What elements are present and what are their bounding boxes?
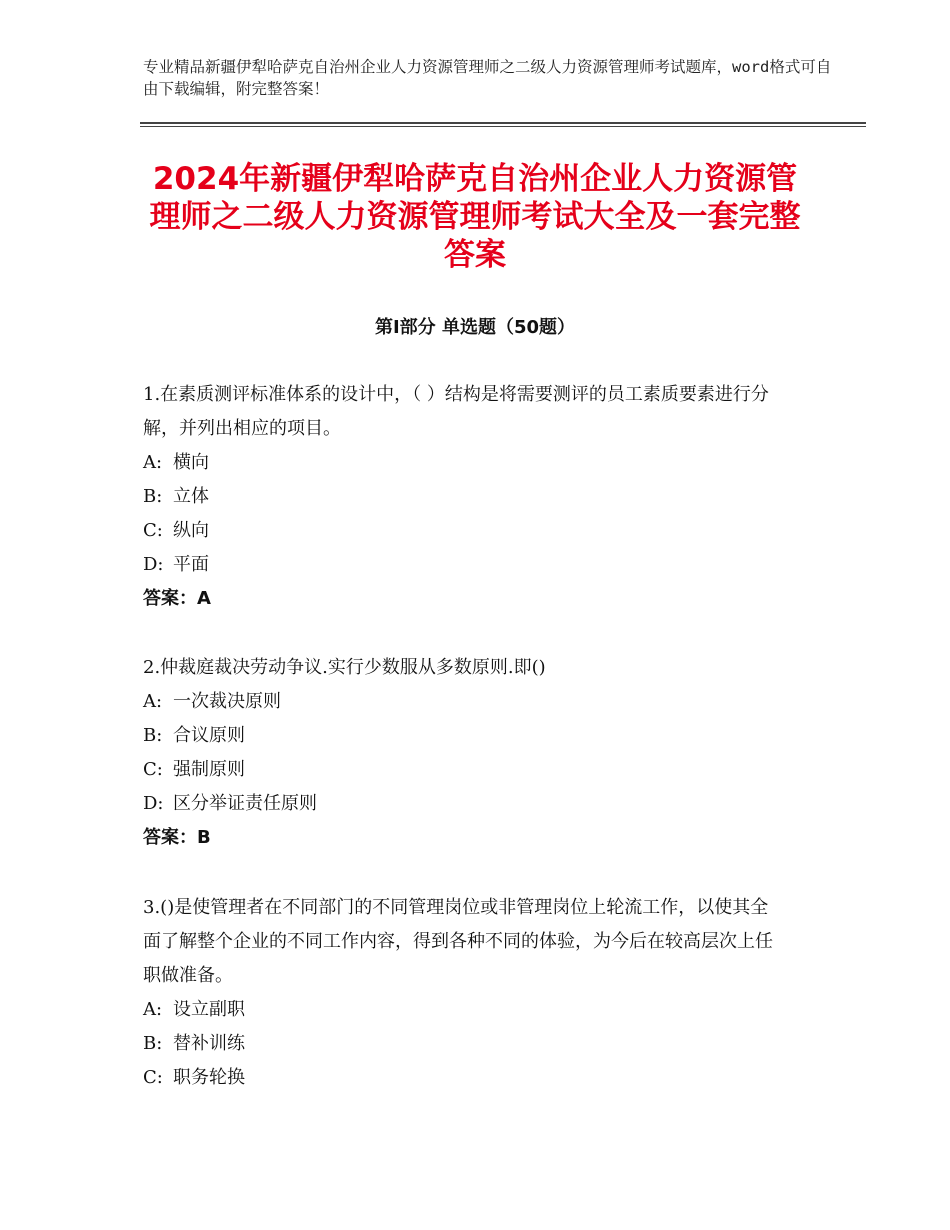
option-text: 纵向: [173, 520, 209, 541]
option-text: 职务轮换: [173, 1067, 245, 1088]
option-text: 一次裁决原则: [173, 691, 281, 712]
option-key: C:: [143, 759, 163, 780]
option-d: [143, 548, 803, 582]
option-key: B:: [143, 486, 163, 507]
option-text: 平面: [173, 554, 209, 575]
question-text: 1.在素质测评标准体系的设计中，（ ）结构是将需要测评的员工素质要素进行分解，并列出相应的项目。: [143, 384, 769, 439]
option-a: [143, 993, 783, 1027]
answer-label: 答案：A: [143, 588, 211, 609]
option-text: 合议原则: [173, 725, 245, 746]
question-text: 3.()是使管理者在不同部门的不同管理岗位或非管理岗位上轮流工作，以使其全面了解整个企业的不同工作内容，得到各种不同的体验，为今后在较高层次上任职做准备。: [143, 897, 773, 986]
option-c: [143, 1061, 783, 1095]
option-key: A:: [143, 691, 163, 712]
option-d: [143, 787, 803, 821]
option-text: 设立副职: [173, 999, 245, 1020]
option-b: [143, 480, 803, 514]
option-text: 强制原则: [173, 759, 245, 780]
header-divider-thin: [140, 126, 866, 127]
option-b: [143, 1027, 783, 1061]
option-key: A:: [143, 452, 163, 473]
question-2: [143, 651, 803, 855]
header-note: 专业精品新疆伊犁哈萨克自治州企业人力资源管理师之二级人力资源管理师考试题库，word格式可自由下载编辑，附完整答案！: [143, 58, 832, 98]
header-divider-thick: [140, 122, 866, 124]
document-title: 2024年新疆伊犁哈萨克自治州企业人力资源管理师之二级人力资源管理师考试大全及一套完整答案: [149, 161, 801, 273]
option-text: 替补训练: [173, 1033, 245, 1054]
option-c: [143, 514, 803, 548]
option-a: [143, 446, 803, 480]
option-key: D:: [143, 554, 164, 575]
section-title: 第Ⅰ部分 单选题（50题）: [374, 317, 575, 338]
option-key: C:: [143, 520, 163, 541]
option-key: B:: [143, 1033, 163, 1054]
option-key: A:: [143, 999, 163, 1020]
option-key: D:: [143, 793, 164, 814]
option-c: [143, 753, 803, 787]
question-text: 2.仲裁庭裁决劳动争议.实行少数服从多数原则.即(): [143, 657, 546, 678]
option-key: B:: [143, 725, 163, 746]
question-3: [143, 891, 783, 1095]
question-1: [143, 378, 803, 616]
option-text: 立体: [173, 486, 209, 507]
option-a: [143, 685, 803, 719]
option-key: C:: [143, 1067, 163, 1088]
option-b: [143, 719, 803, 753]
answer-label: 答案：B: [143, 827, 211, 848]
option-text: 横向: [173, 452, 209, 473]
option-text: 区分举证责任原则: [173, 793, 317, 814]
